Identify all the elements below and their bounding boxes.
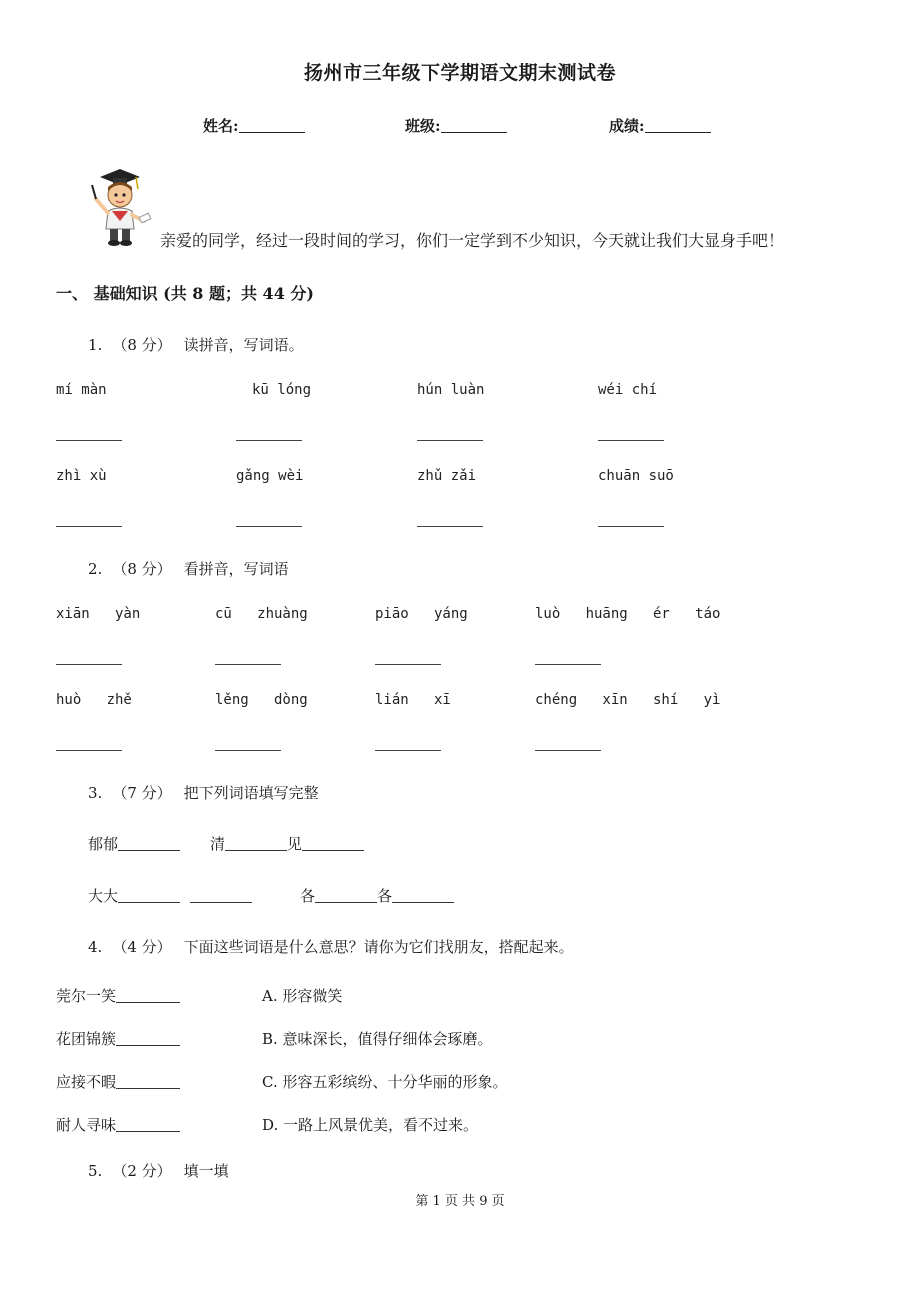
- question-score: （4 分）: [112, 938, 172, 956]
- pinyin-item: kū lóng: [252, 382, 312, 398]
- match-word: 花团锦簇: [56, 1028, 180, 1049]
- match-meaning: A. 形容微笑: [262, 987, 343, 1005]
- score-field: [609, 115, 711, 136]
- answer-blank[interactable]: [375, 664, 441, 665]
- fill-item: 大大: [88, 885, 252, 906]
- fill-blank[interactable]: [315, 888, 377, 903]
- question-prompt: 下面这些词语是什么意思？请你为它们找朋友，搭配起来。: [183, 938, 574, 956]
- match-blank[interactable]: [116, 1117, 180, 1132]
- question-5: [88, 1160, 229, 1181]
- pinyin-item: chéng xīn shí yì: [535, 692, 721, 708]
- score-label: 成绩:: [609, 117, 645, 135]
- question-2: [88, 558, 289, 579]
- question-number: 3.: [88, 784, 103, 802]
- answer-blank[interactable]: [375, 750, 441, 751]
- fill-blank[interactable]: [225, 836, 287, 851]
- page-title: 扬州市三年级下学期语文期末测试卷: [303, 62, 616, 84]
- pinyin-item: huò zhě: [56, 692, 132, 708]
- greeting-text: 亲爱的同学，经过一段时间的学习，你们一定学到不少知识，今天就让我们大显身手吧！: [160, 231, 785, 250]
- question-prompt: 看拼音，写词语: [183, 560, 289, 578]
- pinyin-item: cū zhuàng: [215, 606, 308, 622]
- match-meaning: D. 一路上风景优美，看不过来。: [262, 1116, 479, 1134]
- answer-blank[interactable]: [236, 440, 302, 441]
- question-number: 1.: [88, 336, 103, 354]
- fill-blank[interactable]: [118, 836, 180, 851]
- class-label: 班级:: [405, 117, 441, 135]
- answer-blank[interactable]: [598, 440, 664, 441]
- fill-blank[interactable]: [118, 888, 180, 903]
- question-1: [88, 334, 304, 355]
- answer-blank[interactable]: [535, 664, 601, 665]
- fill-blank[interactable]: [392, 888, 454, 903]
- answer-blank[interactable]: [417, 440, 483, 441]
- answer-blank[interactable]: [417, 526, 483, 527]
- match-blank[interactable]: [116, 1031, 180, 1046]
- question-prompt: 把下列词语填写完整: [183, 784, 319, 802]
- question-prompt: 读拼音，写词语。: [183, 336, 304, 354]
- pinyin-item: lián xī: [375, 692, 451, 708]
- pinyin-item: chuān suō: [598, 468, 674, 484]
- answer-blank[interactable]: [56, 526, 122, 527]
- score-blank[interactable]: [645, 116, 711, 133]
- pinyin-item: hún luàn: [417, 382, 485, 398]
- pinyin-item: mí màn: [56, 382, 107, 398]
- name-blank[interactable]: [239, 116, 305, 133]
- pinyin-item: luò huāng ér táo: [535, 606, 721, 622]
- pinyin-item: zhǔ zǎi: [417, 468, 477, 484]
- match-blank[interactable]: [116, 988, 180, 1003]
- fill-blank[interactable]: [190, 888, 252, 903]
- answer-blank[interactable]: [598, 526, 664, 527]
- class-field: [405, 115, 507, 136]
- fill-item: 各 各: [300, 885, 454, 906]
- answer-blank[interactable]: [56, 664, 122, 665]
- match-word: 应接不暇: [56, 1071, 180, 1092]
- question-score: （8 分）: [112, 560, 172, 578]
- question-number: 2.: [88, 560, 103, 578]
- answer-blank[interactable]: [236, 526, 302, 527]
- pinyin-item: zhì xù: [56, 468, 107, 484]
- answer-blank[interactable]: [56, 750, 122, 751]
- answer-blank[interactable]: [535, 750, 601, 751]
- question-4: [88, 936, 574, 957]
- pinyin-item: piāo yáng: [375, 606, 468, 622]
- pinyin-item: lěng dòng: [215, 692, 308, 708]
- fill-blank[interactable]: [302, 836, 364, 851]
- question-number: 5.: [88, 1162, 103, 1180]
- class-blank[interactable]: [441, 116, 507, 133]
- match-blank[interactable]: [116, 1074, 180, 1089]
- student-mascot-icon: [86, 165, 152, 247]
- name-field: [203, 115, 305, 136]
- pinyin-item: wéi chí: [598, 382, 658, 398]
- name-label: 姓名:: [203, 117, 239, 135]
- answer-blank[interactable]: [56, 440, 122, 441]
- section-heading-basics: 一、 基础知识 (共 8 题；共 44 分): [56, 284, 314, 303]
- answer-blank[interactable]: [215, 664, 281, 665]
- question-prompt: 填一填: [183, 1162, 229, 1180]
- question-3: [88, 782, 319, 803]
- match-word: 莞尔一笑: [56, 985, 180, 1006]
- fill-item: 清 见: [210, 833, 364, 854]
- fill-item: 郁郁: [88, 833, 180, 854]
- question-score: （2 分）: [112, 1162, 172, 1180]
- pinyin-item: gǎng wèi: [236, 468, 304, 484]
- page-footer: 第 1 页 共 9 页: [415, 1194, 505, 1209]
- answer-blank[interactable]: [215, 750, 281, 751]
- match-word: 耐人寻味: [56, 1114, 180, 1135]
- pinyin-item: xiān yàn: [56, 606, 141, 622]
- match-meaning: C. 形容五彩缤纷、十分华丽的形象。: [262, 1073, 508, 1091]
- question-score: （7 分）: [112, 784, 172, 802]
- match-meaning: B. 意味深长，值得仔细体会琢磨。: [262, 1030, 493, 1048]
- question-score: （8 分）: [112, 336, 172, 354]
- question-number: 4.: [88, 938, 103, 956]
